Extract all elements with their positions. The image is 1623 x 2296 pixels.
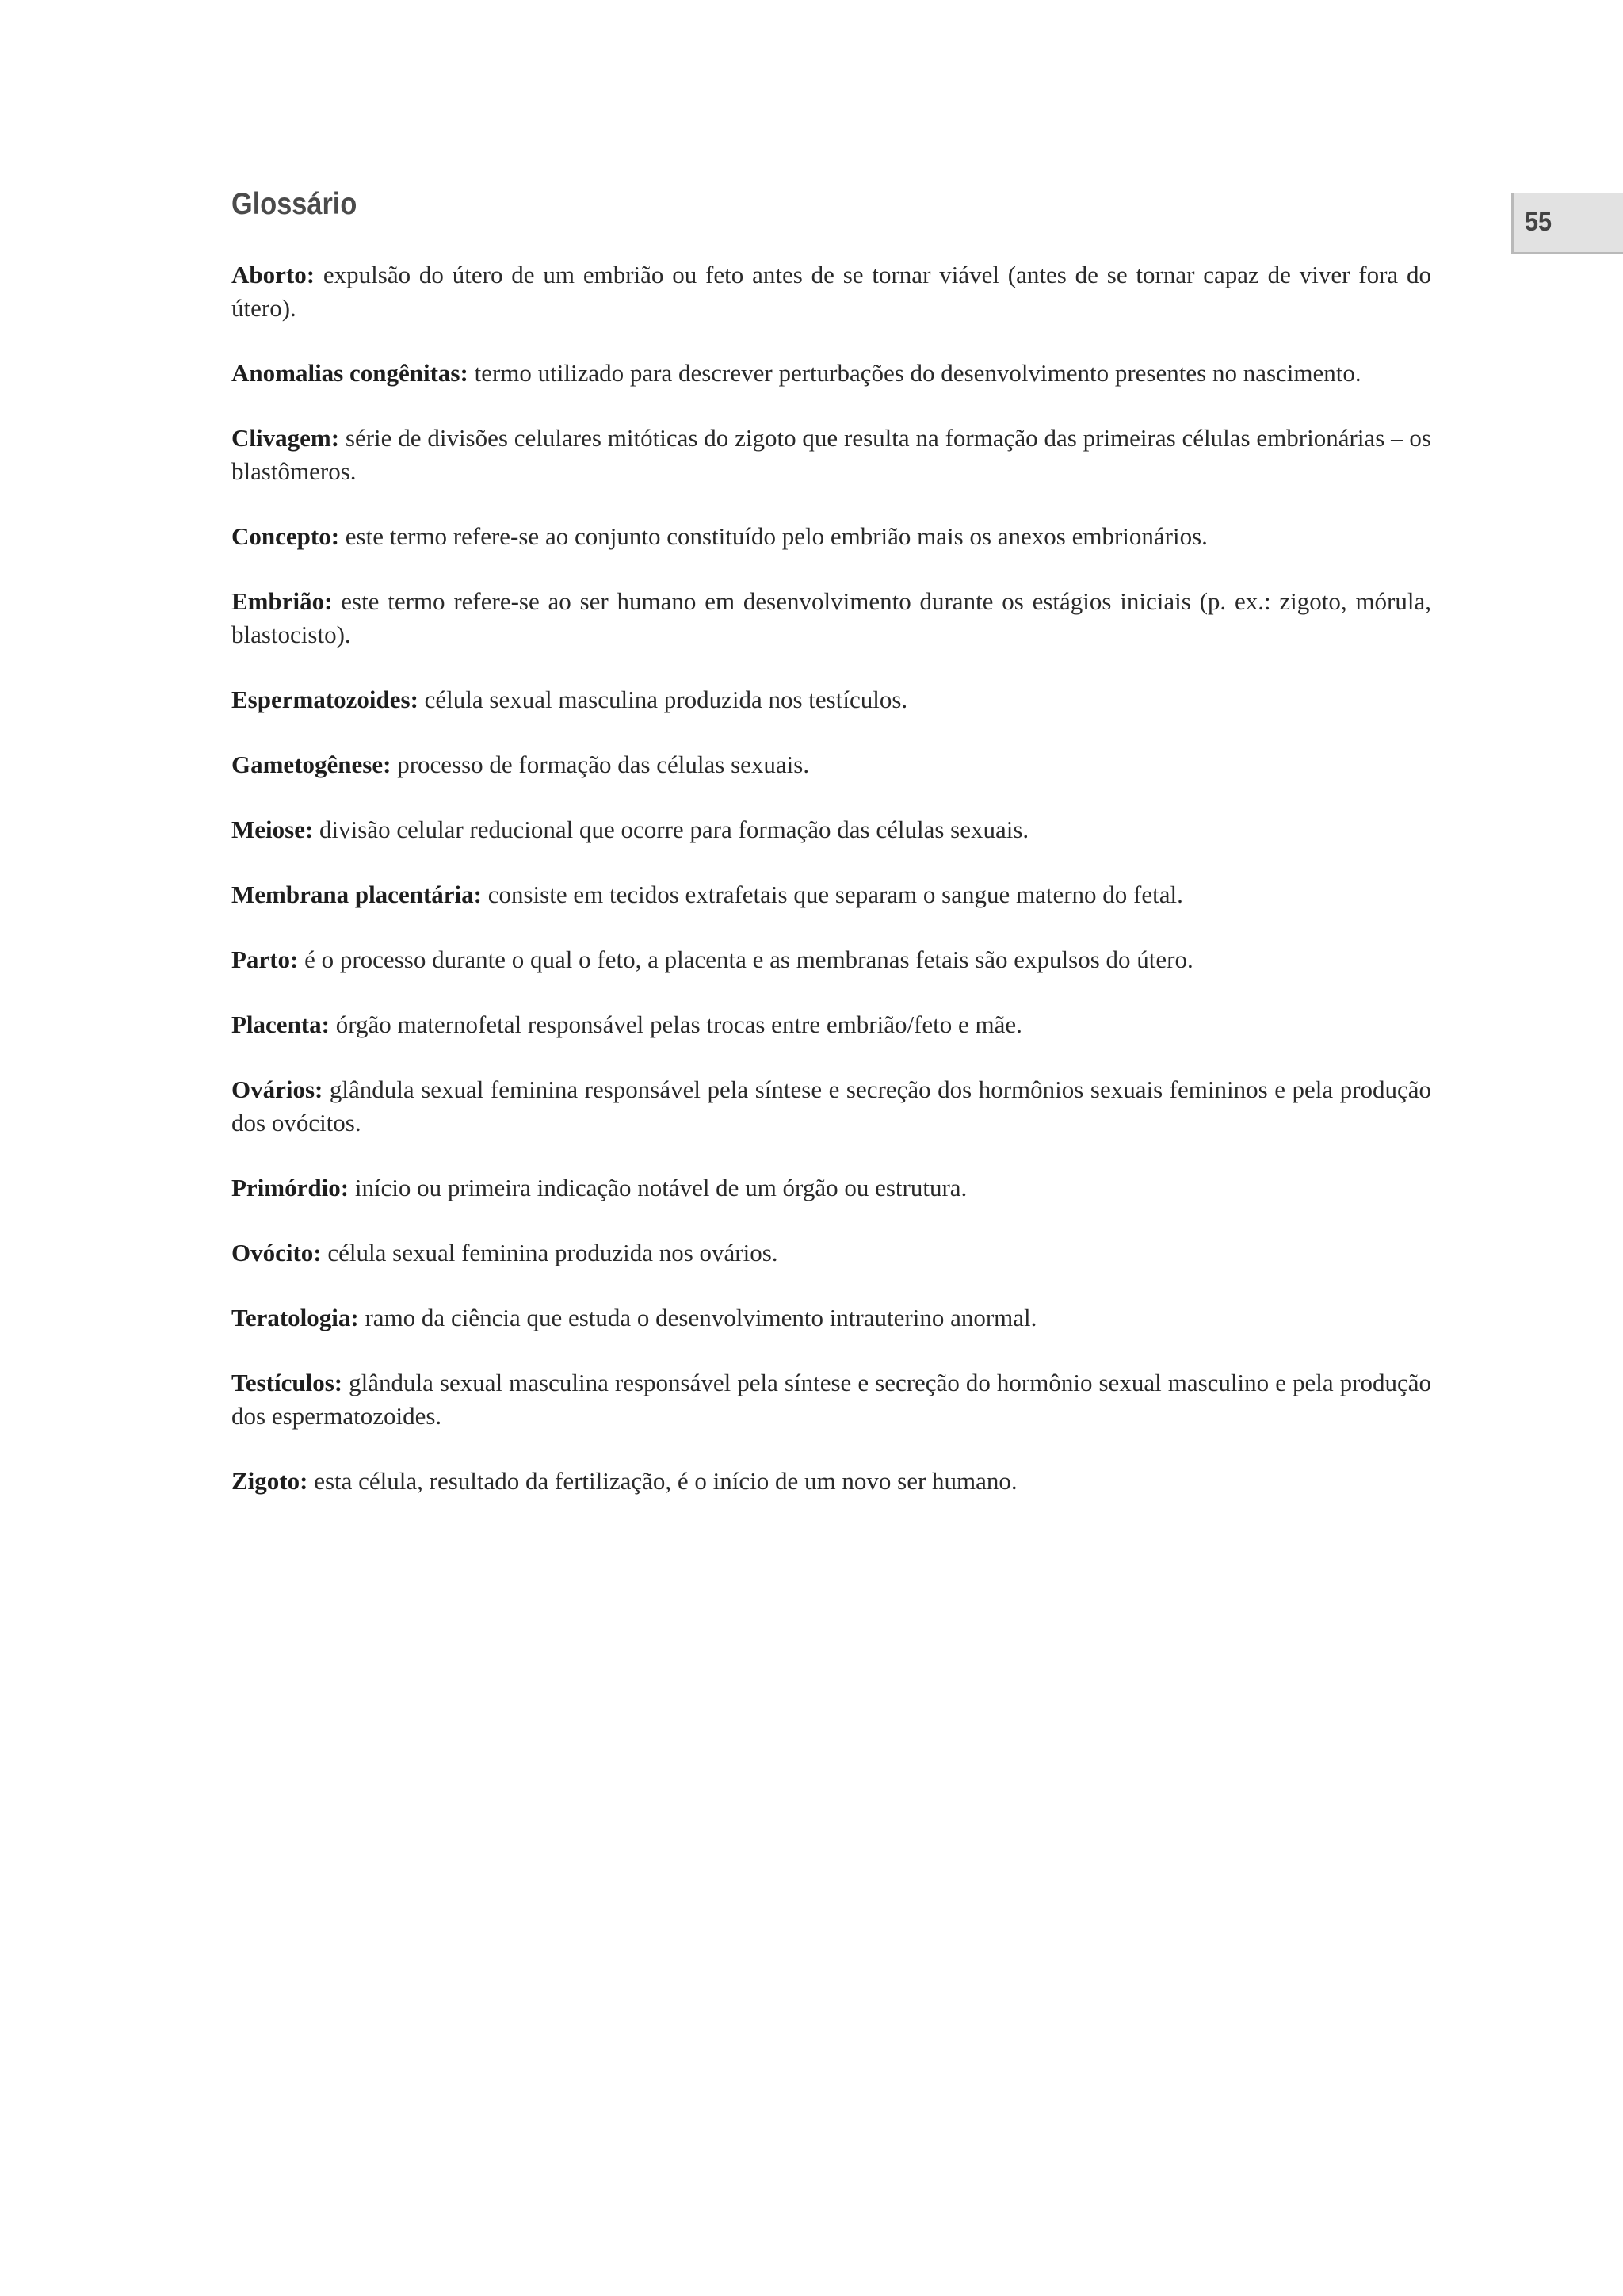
glossary-definition: glândula sexual masculina responsável pela síntese e secreção do hormônio sexual masculino e pela produção dos espermatozoides. <box>231 1369 1431 1430</box>
glossary-definition: este termo refere-se ao conjunto constituído pelo embrião mais os anexos embrionários. <box>345 522 1208 550</box>
glossary-entry <box>231 258 1431 325</box>
glossary-definition: ramo da ciência que estuda o desenvolvimento intrauterino anormal. <box>365 1304 1037 1331</box>
glossary-term: Espermatozoides: <box>231 686 418 713</box>
glossary-entry <box>231 878 1431 911</box>
glossary-definition: célula sexual feminina produzida nos ovários. <box>327 1239 778 1266</box>
glossary-definition: início ou primeira indicação notável de um órgão ou estrutura. <box>354 1174 968 1201</box>
glossary-term: Teratologia: <box>231 1304 359 1331</box>
glossary-definition: expulsão do útero de um embrião ou feto antes de se tornar viável (antes de se tornar capaz de viver fora do útero). <box>231 261 1431 322</box>
glossary-entry <box>231 1073 1431 1140</box>
glossary-entry <box>231 1366 1431 1433</box>
glossary-definition: glândula sexual feminina responsável pela síntese e secreção dos hormônios sexuais femininos e pela produção dos ovócitos. <box>231 1075 1432 1137</box>
glossary-entry <box>231 1301 1431 1335</box>
glossary-definition: série de divisões celulares mitóticas do zigoto que resulta na formação das primeiras células embrionárias – os blastômeros. <box>231 424 1431 485</box>
glossary-term: Concepto: <box>231 522 340 550</box>
glossary-definition: este termo refere-se ao ser humano em desenvolvimento durante os estágios iniciais (p. ex.: zigoto, mórula, blastocisto). <box>231 587 1431 648</box>
glossary-definition: divisão celular reducional que ocorre para formação das células sexuais. <box>319 816 1029 843</box>
glossary-term: Embrião: <box>231 587 333 615</box>
page-title: Glossário <box>231 187 357 221</box>
glossary-entry <box>231 1236 1431 1270</box>
glossary-definition: processo de formação das células sexuais. <box>397 751 810 778</box>
glossary-term: Testículos: <box>231 1369 343 1396</box>
glossary-term: Ovários: <box>231 1075 323 1103</box>
glossary-term: Clivagem: <box>231 424 340 452</box>
glossary-entry <box>231 585 1431 651</box>
glossary-definition: esta célula, resultado da fertilização, é o início de um novo ser humano. <box>314 1467 1018 1495</box>
glossary-definition: é o processo durante o qual o feto, a placenta e as membranas fetais são expulsos do útero. <box>304 946 1193 973</box>
glossary-entry <box>231 748 1431 781</box>
glossary-term: Anomalias congênitas: <box>231 359 468 387</box>
glossary-definition: consiste em tecidos extrafetais que separam o sangue materno do fetal. <box>487 881 1183 908</box>
page-number: 55 <box>1525 207 1552 237</box>
glossary-definition: célula sexual masculina produzida nos testículos. <box>424 686 908 713</box>
glossary-entry <box>231 683 1431 716</box>
glossary-list <box>231 258 1431 1530</box>
glossary-term: Ovócito: <box>231 1239 322 1266</box>
glossary-term: Gametogênese: <box>231 751 391 778</box>
glossary-entry <box>231 1465 1431 1498</box>
glossary-term: Aborto: <box>231 261 315 288</box>
glossary-entry <box>231 422 1431 488</box>
glossary-entry <box>231 1008 1431 1041</box>
glossary-term: Meiose: <box>231 816 314 843</box>
glossary-definition: órgão maternofetal responsável pelas trocas entre embrião/feto e mãe. <box>335 1010 1022 1038</box>
glossary-entry <box>231 520 1431 553</box>
glossary-entry <box>231 813 1431 846</box>
glossary-entry <box>231 357 1431 390</box>
glossary-term: Parto: <box>231 946 299 973</box>
glossary-term: Primórdio: <box>231 1174 349 1201</box>
page-number-tab <box>1511 193 1623 254</box>
glossary-term: Placenta: <box>231 1010 330 1038</box>
glossary-entry <box>231 1171 1431 1205</box>
glossary-term: Zigoto: <box>231 1467 308 1495</box>
glossary-entry <box>231 943 1431 976</box>
glossary-term: Membrana placentária: <box>231 881 482 908</box>
glossary-definition: termo utilizado para descrever perturbações do desenvolvimento presentes no nascimento. <box>474 359 1361 387</box>
